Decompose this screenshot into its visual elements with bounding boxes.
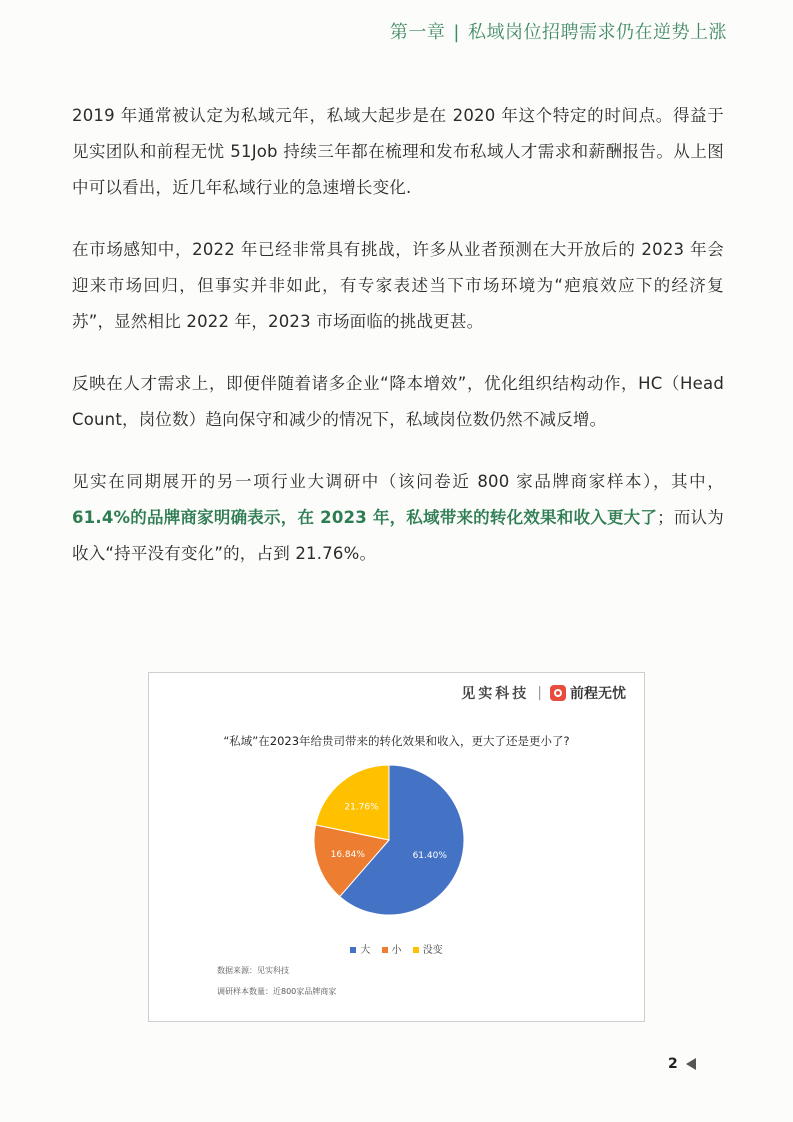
pie-label-small: 16.84% xyxy=(330,849,365,860)
pie-label-large: 61.40% xyxy=(412,851,447,862)
page-arrow-icon xyxy=(686,1058,696,1070)
body-content xyxy=(72,98,724,598)
legend-label-large: 大 xyxy=(360,945,371,956)
page-number-text: 2 xyxy=(668,1056,678,1072)
paragraph-4 xyxy=(72,464,724,572)
legend-item-small xyxy=(382,941,402,956)
brand-separator: | xyxy=(537,685,542,701)
paragraph-2: 在市场感知中，2022 年已经非常具有挑战，许多从业者预测在大开放后的 2023 年会迎来市场回归，但事实并非如此，有专家表述当下市场环境为“疤痕效应下的经济复苏”，显然相比 2022 年，2023 市场面临的挑战更甚。 xyxy=(72,240,724,331)
chart-legend xyxy=(149,941,644,956)
sample-note: 调研样本数量：近800家品牌商家 xyxy=(217,987,337,996)
legend-item-unchanged xyxy=(413,941,443,956)
legend-label-small: 小 xyxy=(391,945,402,956)
page-number xyxy=(668,1056,696,1072)
pie-label-unchanged: 21.76% xyxy=(344,802,379,813)
legend-swatch-small xyxy=(382,947,388,953)
source-note: 数据来源：见实科技 xyxy=(217,966,289,975)
header-separator: | xyxy=(453,22,460,43)
brand-jianshi: 见实科技 xyxy=(461,686,530,702)
chapter-header xyxy=(390,18,727,44)
paragraph-4-tail: ；而认为收入“持平没有变化”的，占到 21.76%。 xyxy=(72,508,724,563)
paragraph-4-intro: 见实在同期展开的另一项行业大调研中（该问卷近 800 家品牌商家样本），其中， xyxy=(72,472,724,491)
legend-swatch-large xyxy=(350,947,356,953)
paragraph-3: 反映在人才需求上，即便伴随着诸多企业“降本增效”，优化组织结构动作，HC（Head Count，岗位数）趋向保守和减少的情况下，私域岗位数仍然不减反增。 xyxy=(72,374,724,429)
chart-title: “私域”在2023年给贵司带来的转化效果和收入，更大了还是更小了? xyxy=(223,734,570,748)
chapter-label: 第一章 xyxy=(389,22,446,43)
chapter-title: 私域岗位招聘需求仍在逆势上涨 xyxy=(468,22,727,43)
legend-item-large xyxy=(350,941,370,956)
brand-qianchengwuyou: 前程无忧 xyxy=(570,686,626,702)
paragraph-1: 2019 年通常被认定为私域元年，私域大起步是在 2020 年这个特定的时间点。得益于见实团队和前程无忧 51Job 持续三年都在梳理和发布私域人才需求和薪酬报告。从上图中可以看出，近几年私域行业的急速增长变化. xyxy=(72,106,724,197)
paragraph-4-highlight: 61.4%的品牌商家明确表示，在 2023 年，私域带来的转化效果和收入更大了 xyxy=(72,508,658,527)
legend-label-unchanged: 没变 xyxy=(422,945,443,956)
legend-swatch-unchanged xyxy=(413,947,419,953)
survey-figure xyxy=(148,672,645,1022)
